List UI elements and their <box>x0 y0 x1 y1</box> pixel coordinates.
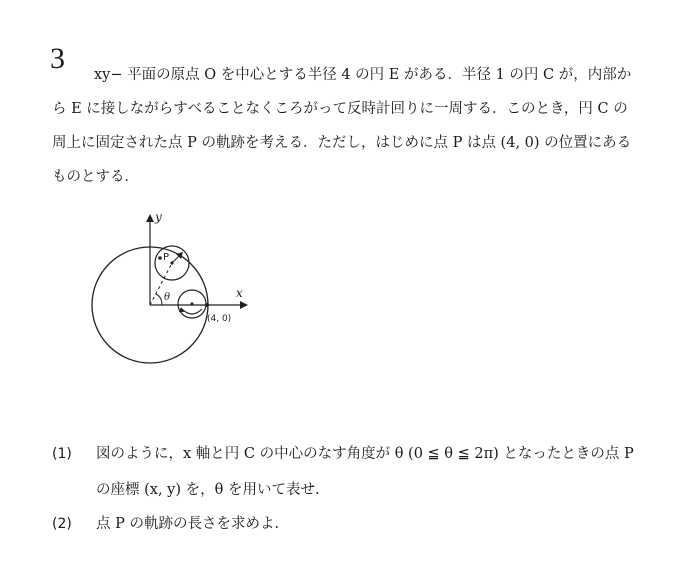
figure-diagram <box>80 205 280 375</box>
axis-x-label: x <box>236 286 243 300</box>
point-p-dot <box>158 256 162 260</box>
axis-y-label: y <box>155 210 162 224</box>
question-1-continued: の座標 (x, y) を，θ を用いて表せ. <box>96 482 320 498</box>
question-1-text: 図のように，x 軸と円 C の中心のなす角度が θ (0 ≦ θ ≦ 2π) となったときの点 P <box>96 446 634 462</box>
angle-label: θ <box>164 292 171 303</box>
point-p-label: P <box>163 252 170 263</box>
x-axis-arrow <box>240 301 248 309</box>
question-1 <box>52 442 634 466</box>
rotation-arrow <box>182 309 202 314</box>
start-point-dot <box>205 303 209 307</box>
angle-arc <box>156 294 162 305</box>
question-1-label: (1) <box>52 446 72 462</box>
question-2-label: (2) <box>52 516 72 532</box>
statement-line-4: ものとする． <box>52 169 139 185</box>
statement-line-2: ら E に接しながらすべることなくころがって反時計回りに一周する．このとき，円 C の <box>52 101 628 117</box>
statement-line-1: xy− 平面の原点 O を中心とする半径 4 の円 E がある．半径 1 の円 C が，内部か <box>94 67 632 83</box>
y-axis-arrow <box>146 214 154 222</box>
figure <box>80 205 280 375</box>
circle-c-start-center <box>190 302 193 305</box>
problem-statement <box>52 58 652 194</box>
problem-number: 3 <box>50 42 65 75</box>
question-2-text: 点 P の軌跡の長さを求めよ. <box>96 516 280 532</box>
question-2 <box>52 512 279 536</box>
start-point-label: (4, 0) <box>207 314 232 324</box>
statement-line-3: 周上に固定された点 P の軌跡を考える．ただし，はじめに点 P は点 (4, 0) の位置にある <box>52 135 632 151</box>
